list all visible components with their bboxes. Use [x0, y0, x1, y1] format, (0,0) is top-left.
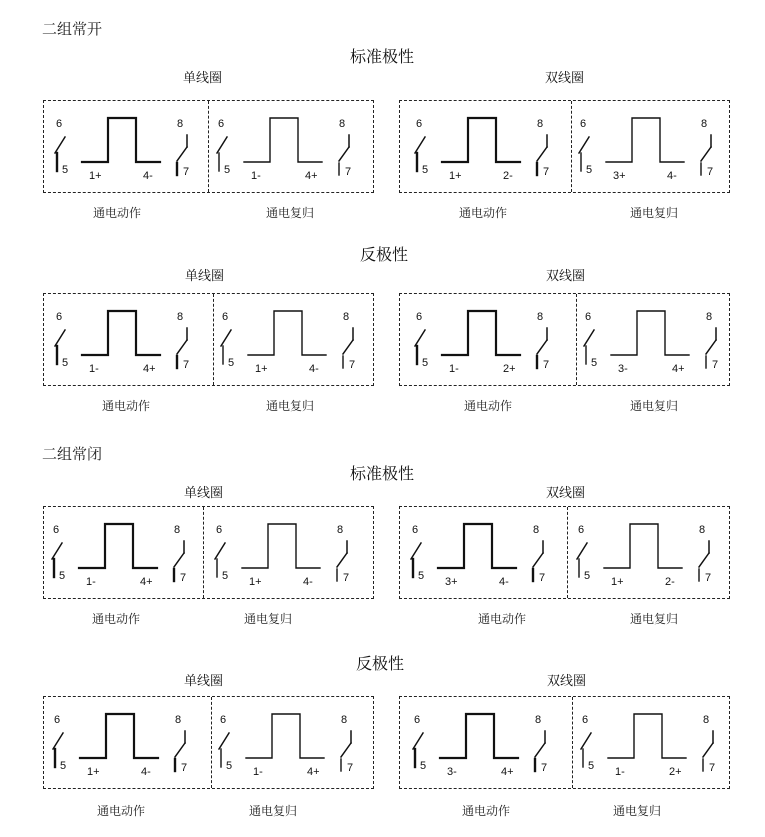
contact-blade-right: [175, 743, 185, 757]
contact-number-lower-left: 5: [591, 357, 598, 369]
contact-number-lower-left: 5: [59, 570, 66, 582]
terminal-label-right: 4-: [303, 576, 313, 588]
contact-number-lower-left: 5: [586, 164, 593, 176]
contact-blade-left: [55, 330, 65, 346]
coil-title-double: 双线圈: [546, 269, 586, 284]
contact-number-lower-left: 5: [422, 164, 429, 176]
contact-blade-left: [55, 137, 65, 153]
contact-number-lower-right: 7: [180, 572, 187, 584]
contact-blade-left: [219, 733, 229, 749]
terminal-label-right: 4+: [305, 170, 318, 182]
contact-number-upper-right: 8: [703, 714, 710, 726]
contact-blade-left: [411, 543, 421, 559]
state-label-reset: 通电复归: [630, 206, 679, 220]
contact-blade-right: [343, 340, 353, 354]
coil-pulse-waveform: [244, 118, 322, 162]
relay-panel-reset: [214, 107, 364, 187]
contact-blade-right: [537, 147, 547, 161]
contact-blade-left: [579, 137, 589, 153]
box-divider: [208, 101, 209, 192]
contact-number-upper-right: 8: [337, 524, 344, 536]
contact-blade-right: [177, 340, 187, 354]
contact-number-upper-left: 6: [580, 118, 587, 130]
box-divider: [203, 507, 204, 598]
relay-panel-reset: [576, 107, 726, 187]
contact-number-lower-right: 7: [541, 762, 548, 774]
contact-number-lower-left: 5: [60, 760, 67, 772]
terminal-label-right: 4+: [140, 576, 153, 588]
contact-blade-right: [699, 553, 709, 567]
diagram-box-double-coil: [399, 696, 730, 789]
relay-panel-energized: [52, 107, 202, 187]
contact-blade-right: [535, 743, 545, 757]
diagram-box-double-coil: [399, 100, 730, 193]
terminal-label-right: 4+: [501, 766, 514, 778]
contact-number-upper-right: 8: [174, 524, 181, 536]
section-title-normally-closed: 二组常闭: [42, 445, 103, 463]
contact-blade-left: [217, 137, 227, 153]
terminal-label-left: 1-: [449, 363, 459, 375]
contact-blade-left: [584, 330, 594, 346]
contact-number-lower-right: 7: [183, 359, 190, 371]
contact-blade-right: [337, 553, 347, 567]
terminal-label-left: 3-: [618, 363, 628, 375]
contact-number-upper-left: 6: [578, 524, 585, 536]
contact-number-upper-right: 8: [177, 311, 184, 323]
contact-number-upper-right: 8: [537, 118, 544, 130]
contact-blade-right: [339, 147, 349, 161]
terminal-label-right: 4-: [499, 576, 509, 588]
contact-blade-left: [413, 733, 423, 749]
coil-title-single: 单线圈: [185, 269, 225, 284]
state-label-energized: 通电动作: [464, 399, 513, 413]
coil-title-double: 双线圈: [546, 486, 586, 501]
state-label-reset: 通电复归: [266, 399, 315, 413]
relay-panel-energized: [408, 513, 558, 593]
state-label-reset: 通电复归: [266, 206, 315, 220]
coil-pulse-waveform: [608, 714, 686, 758]
terminal-label-right: 4-: [667, 170, 677, 182]
coil-pulse-waveform: [248, 311, 326, 355]
contact-blade-left: [221, 330, 231, 346]
contact-blade-right: [533, 553, 543, 567]
terminal-label-left: 1+: [449, 170, 462, 182]
contact-number-upper-left: 6: [53, 524, 60, 536]
box-divider: [567, 507, 568, 598]
relay-panel-reset: [581, 300, 731, 380]
contact-number-lower-left: 5: [584, 570, 591, 582]
contact-number-upper-left: 6: [585, 311, 592, 323]
terminal-label-left: 1+: [89, 170, 102, 182]
contact-blade-left: [52, 543, 62, 559]
state-label-energized: 通电动作: [97, 804, 146, 818]
contact-blade-left: [415, 330, 425, 346]
contact-number-lower-right: 7: [539, 572, 546, 584]
box-divider: [576, 294, 577, 385]
contact-number-lower-right: 7: [347, 762, 354, 774]
contact-number-lower-right: 7: [183, 166, 190, 178]
diagram-box-single-coil: [43, 100, 374, 193]
coil-pulse-waveform: [442, 311, 520, 355]
relay-panel-energized: [50, 703, 200, 783]
coil-pulse-waveform: [611, 311, 689, 355]
contact-number-lower-right: 7: [709, 762, 716, 774]
contact-number-upper-left: 6: [56, 118, 63, 130]
box-divider: [572, 697, 573, 788]
coil-pulse-waveform: [440, 714, 518, 758]
relay-panel-reset: [212, 513, 362, 593]
coil-pulse-waveform: [604, 524, 682, 568]
contact-number-upper-right: 8: [341, 714, 348, 726]
terminal-label-right: 4-: [309, 363, 319, 375]
contact-blade-left: [215, 543, 225, 559]
coil-pulse-waveform: [442, 118, 520, 162]
terminal-label-left: 1-: [86, 576, 96, 588]
contact-number-upper-left: 6: [412, 524, 419, 536]
contact-number-upper-right: 8: [706, 311, 713, 323]
contact-number-lower-right: 7: [712, 359, 719, 371]
relay-panel-energized: [52, 300, 202, 380]
contact-number-upper-right: 8: [533, 524, 540, 536]
contact-blade-left: [415, 137, 425, 153]
coil-title-single: 单线圈: [183, 71, 223, 86]
terminal-label-left: 1-: [251, 170, 261, 182]
contact-number-upper-right: 8: [699, 524, 706, 536]
polarity-title-reverse: 反极性: [356, 654, 405, 673]
contact-blade-right: [703, 743, 713, 757]
terminal-label-left: 3+: [613, 170, 626, 182]
relay-panel-reset: [574, 513, 724, 593]
state-label-energized: 通电动作: [102, 399, 151, 413]
state-label-energized: 通电动作: [93, 206, 142, 220]
contact-blade-left: [577, 543, 587, 559]
box-divider: [571, 101, 572, 192]
diagram-box-double-coil: [399, 506, 730, 599]
contact-number-upper-left: 6: [56, 311, 63, 323]
diagram-box-single-coil: [43, 506, 374, 599]
terminal-label-left: 3-: [447, 766, 457, 778]
contact-number-lower-left: 5: [420, 760, 427, 772]
contact-blade-left: [581, 733, 591, 749]
relay-panel-energized: [412, 107, 562, 187]
relay-panel-energized: [410, 703, 560, 783]
terminal-label-right: 4-: [143, 170, 153, 182]
contact-number-upper-right: 8: [177, 118, 184, 130]
section-title-normally-open: 二组常开: [42, 20, 103, 38]
coil-pulse-waveform: [242, 524, 320, 568]
state-label-reset: 通电复归: [613, 804, 662, 818]
terminal-label-left: 1+: [255, 363, 268, 375]
contact-number-lower-left: 5: [222, 570, 229, 582]
contact-number-lower-left: 5: [418, 570, 425, 582]
relay-panel-reset: [578, 703, 728, 783]
terminal-label-left: 1+: [249, 576, 262, 588]
state-label-energized: 通电动作: [462, 804, 511, 818]
diagram-box-double-coil: [399, 293, 730, 386]
polarity-title-standard: 标准极性: [350, 47, 415, 66]
contact-number-upper-left: 6: [222, 311, 229, 323]
contact-number-lower-right: 7: [343, 572, 350, 584]
terminal-label-right: 2-: [665, 576, 675, 588]
coil-pulse-waveform: [80, 714, 158, 758]
contact-number-upper-left: 6: [414, 714, 421, 726]
coil-title-double: 双线圈: [545, 71, 585, 86]
contact-number-upper-left: 6: [220, 714, 227, 726]
contact-number-lower-left: 5: [62, 357, 69, 369]
state-label-reset: 通电复归: [630, 612, 679, 626]
contact-number-upper-left: 6: [218, 118, 225, 130]
contact-blade-right: [537, 340, 547, 354]
contact-number-lower-left: 5: [588, 760, 595, 772]
state-label-reset: 通电复归: [630, 399, 679, 413]
contact-blade-right: [341, 743, 351, 757]
polarity-title-standard: 标准极性: [350, 464, 415, 483]
contact-number-lower-left: 5: [422, 357, 429, 369]
contact-blade-right: [174, 553, 184, 567]
contact-number-upper-left: 6: [582, 714, 589, 726]
contact-number-upper-right: 8: [343, 311, 350, 323]
terminal-label-left: 1+: [611, 576, 624, 588]
terminal-label-right: 4+: [307, 766, 320, 778]
contact-number-lower-left: 5: [62, 164, 69, 176]
contact-number-upper-right: 8: [175, 714, 182, 726]
coil-pulse-waveform: [79, 524, 157, 568]
contact-number-upper-right: 8: [535, 714, 542, 726]
contact-blade-right: [701, 147, 711, 161]
contact-number-lower-right: 7: [181, 762, 188, 774]
terminal-label-left: 1+: [87, 766, 100, 778]
terminal-label-right: 2+: [669, 766, 682, 778]
contact-number-lower-right: 7: [543, 166, 550, 178]
diagram-box-single-coil: [43, 696, 374, 789]
coil-pulse-waveform: [246, 714, 324, 758]
terminal-label-right: 4-: [141, 766, 151, 778]
contact-number-lower-right: 7: [345, 166, 352, 178]
relay-panel-reset: [216, 703, 366, 783]
contact-number-lower-left: 5: [228, 357, 235, 369]
contact-number-upper-left: 6: [416, 311, 423, 323]
terminal-label-right: 4+: [143, 363, 156, 375]
contact-blade-right: [706, 340, 716, 354]
coil-pulse-waveform: [438, 524, 516, 568]
coil-pulse-waveform: [606, 118, 684, 162]
terminal-label-right: 4+: [672, 363, 685, 375]
contact-blade-right: [177, 147, 187, 161]
contact-number-upper-right: 8: [701, 118, 708, 130]
coil-title-single: 单线圈: [184, 486, 224, 501]
terminal-label-left: 1-: [615, 766, 625, 778]
contact-number-upper-left: 6: [416, 118, 423, 130]
state-label-energized: 通电动作: [459, 206, 508, 220]
diagram-box-single-coil: [43, 293, 374, 386]
terminal-label-right: 2+: [503, 363, 516, 375]
terminal-label-left: 1-: [253, 766, 263, 778]
terminal-label-left: 3+: [445, 576, 458, 588]
state-label-reset: 通电复归: [249, 804, 298, 818]
box-divider: [213, 294, 214, 385]
contact-number-upper-left: 6: [54, 714, 61, 726]
contact-number-upper-right: 8: [537, 311, 544, 323]
contact-blade-left: [53, 733, 63, 749]
contact-number-lower-left: 5: [226, 760, 233, 772]
contact-number-lower-right: 7: [707, 166, 714, 178]
relay-panel-energized: [412, 300, 562, 380]
relay-panel-reset: [218, 300, 368, 380]
polarity-title-reverse: 反极性: [360, 245, 409, 264]
terminal-label-right: 2-: [503, 170, 513, 182]
contact-number-lower-right: 7: [705, 572, 712, 584]
contact-number-lower-left: 5: [224, 164, 231, 176]
coil-title-double: 双线圈: [547, 674, 587, 689]
relay-panel-energized: [49, 513, 199, 593]
coil-title-single: 单线圈: [184, 674, 224, 689]
contact-number-upper-right: 8: [339, 118, 346, 130]
state-label-energized: 通电动作: [92, 612, 141, 626]
contact-number-upper-left: 6: [216, 524, 223, 536]
coil-pulse-waveform: [82, 118, 160, 162]
box-divider: [211, 697, 212, 788]
terminal-label-left: 1-: [89, 363, 99, 375]
contact-number-lower-right: 7: [543, 359, 550, 371]
coil-pulse-waveform: [82, 311, 160, 355]
state-label-energized: 通电动作: [478, 612, 527, 626]
state-label-reset: 通电复归: [244, 612, 293, 626]
contact-number-lower-right: 7: [349, 359, 356, 371]
